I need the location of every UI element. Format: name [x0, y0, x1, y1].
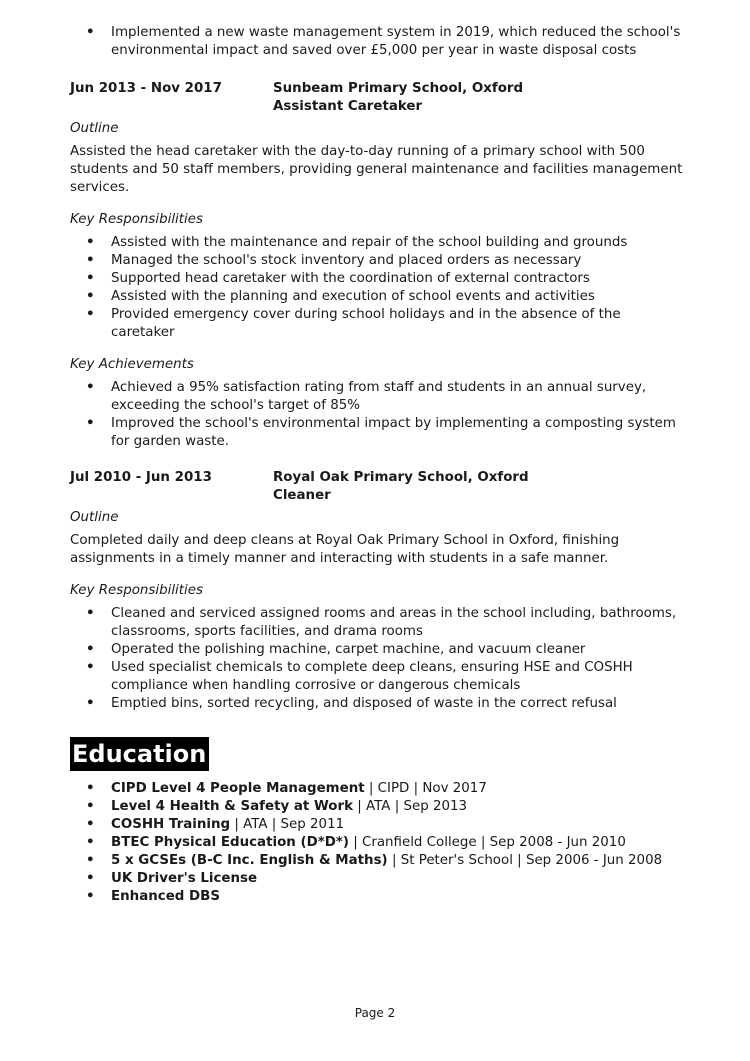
list-item: • Emptied bins, sorted recycling, and disposed of waste in the correct refusal	[70, 695, 685, 713]
cv-page	[70, 24, 685, 906]
list-item: • Achieved a 95% satisfaction rating from staff and students in an annual survey, exceeding the school's target of 85%	[70, 379, 685, 415]
responsibilities-label: Key Responsibilities	[70, 583, 203, 598]
qualification-details: | St Peter's School | Sep 2006 - Jun 2008	[387, 853, 663, 868]
job-title: Cleaner	[273, 488, 331, 503]
outline-label: Outline	[70, 121, 119, 136]
qualification-name: Level 4 Health & Safety at Work	[111, 799, 353, 814]
job-org	[273, 80, 523, 116]
job-header	[70, 469, 685, 505]
list-item: • Assisted with the maintenance and repair of the school building and grounds	[70, 234, 685, 252]
qualification-name: CIPD Level 4 People Management	[111, 781, 365, 796]
job-header	[70, 80, 685, 116]
job-employer: Royal Oak Primary School, Oxford	[273, 470, 529, 485]
qualification-name: UK Driver's License	[111, 871, 258, 886]
education-section	[70, 731, 685, 906]
intro-bullet-list	[70, 24, 685, 60]
list-item: • Provided emergency cover during school holidays and in the absence of the caretaker	[70, 306, 685, 342]
education-item	[70, 852, 685, 870]
qualification-details: | ATA | Sep 2011	[230, 817, 345, 832]
list-item: • Used specialist chemicals to complete deep cleans, ensuring HSE and COSHH compliance when handling corrosive or dangerous chemicals	[70, 659, 685, 695]
education-item	[70, 798, 685, 816]
outline-text: Completed daily and deep cleans at Royal Oak Primary School in Oxford, finishing assignments in a timely manner and interacting with students in a safe manner.	[70, 533, 620, 566]
qualification-details: | CIPD | Nov 2017	[364, 781, 487, 796]
qualification-name: 5 x GCSEs (B-C Inc. English & Maths)	[111, 853, 388, 868]
job-dates: Jun 2013 - Nov 2017	[70, 81, 222, 96]
list-item: • Supported head caretaker with the coordination of external contractors	[70, 270, 685, 288]
list-item: • Improved the school's environmental impact by implementing a composting system for garden waste.	[70, 415, 685, 451]
education-item	[70, 780, 685, 798]
outline-label: Outline	[70, 510, 119, 525]
education-list	[70, 780, 685, 906]
responsibilities-list	[70, 234, 685, 342]
list-item: • Operated the polishing machine, carpet machine, and vacuum cleaner	[70, 641, 685, 659]
outline-text: Assisted the head caretaker with the day-to-day running of a primary school with 500 students and 50 staff members, providing general maintenance and facilities management services.	[70, 144, 683, 195]
page-number: Page 2	[354, 1006, 396, 1020]
job-org	[273, 469, 529, 505]
responsibilities-section	[70, 211, 685, 342]
job-employer: Sunbeam Primary School, Oxford	[273, 81, 524, 96]
achievements-label: Key Achievements	[70, 357, 194, 372]
education-item	[70, 816, 685, 834]
education-item	[70, 834, 685, 852]
list-item: • Managed the school's stock inventory and placed orders as necessary	[70, 252, 685, 270]
education-item	[70, 870, 685, 888]
job-title: Assistant Caretaker	[273, 99, 423, 114]
education-heading: Education	[70, 737, 209, 771]
qualification-details: | Cranfield College | Sep 2008 - Jun 2010	[348, 835, 626, 850]
responsibilities-label: Key Responsibilities	[70, 212, 203, 227]
qualification-name: BTEC Physical Education (D*D*)	[111, 835, 349, 850]
job-entry-sunbeam	[70, 80, 685, 451]
list-item: • Implemented a new waste management system in 2019, which reduced the school's environmental impact and saved over £5,000 per year in waste disposal costs	[70, 24, 685, 60]
responsibilities-list	[70, 605, 685, 713]
qualification-name: COSHH Training	[111, 817, 231, 832]
responsibilities-section	[70, 582, 685, 713]
qualification-details: | ATA | Sep 2013	[353, 799, 468, 814]
job-dates: Jul 2010 - Jun 2013	[70, 470, 212, 485]
achievements-section	[70, 356, 685, 451]
achievements-list	[70, 379, 685, 451]
list-item: • Cleaned and serviced assigned rooms and areas in the school including, bathrooms, classrooms, sports facilities, and drama rooms	[70, 605, 685, 641]
list-item: • Assisted with the planning and execution of school events and activities	[70, 288, 685, 306]
qualification-name: Enhanced DBS	[111, 889, 221, 904]
job-entry-royal-oak	[70, 469, 685, 713]
education-item	[70, 888, 685, 906]
